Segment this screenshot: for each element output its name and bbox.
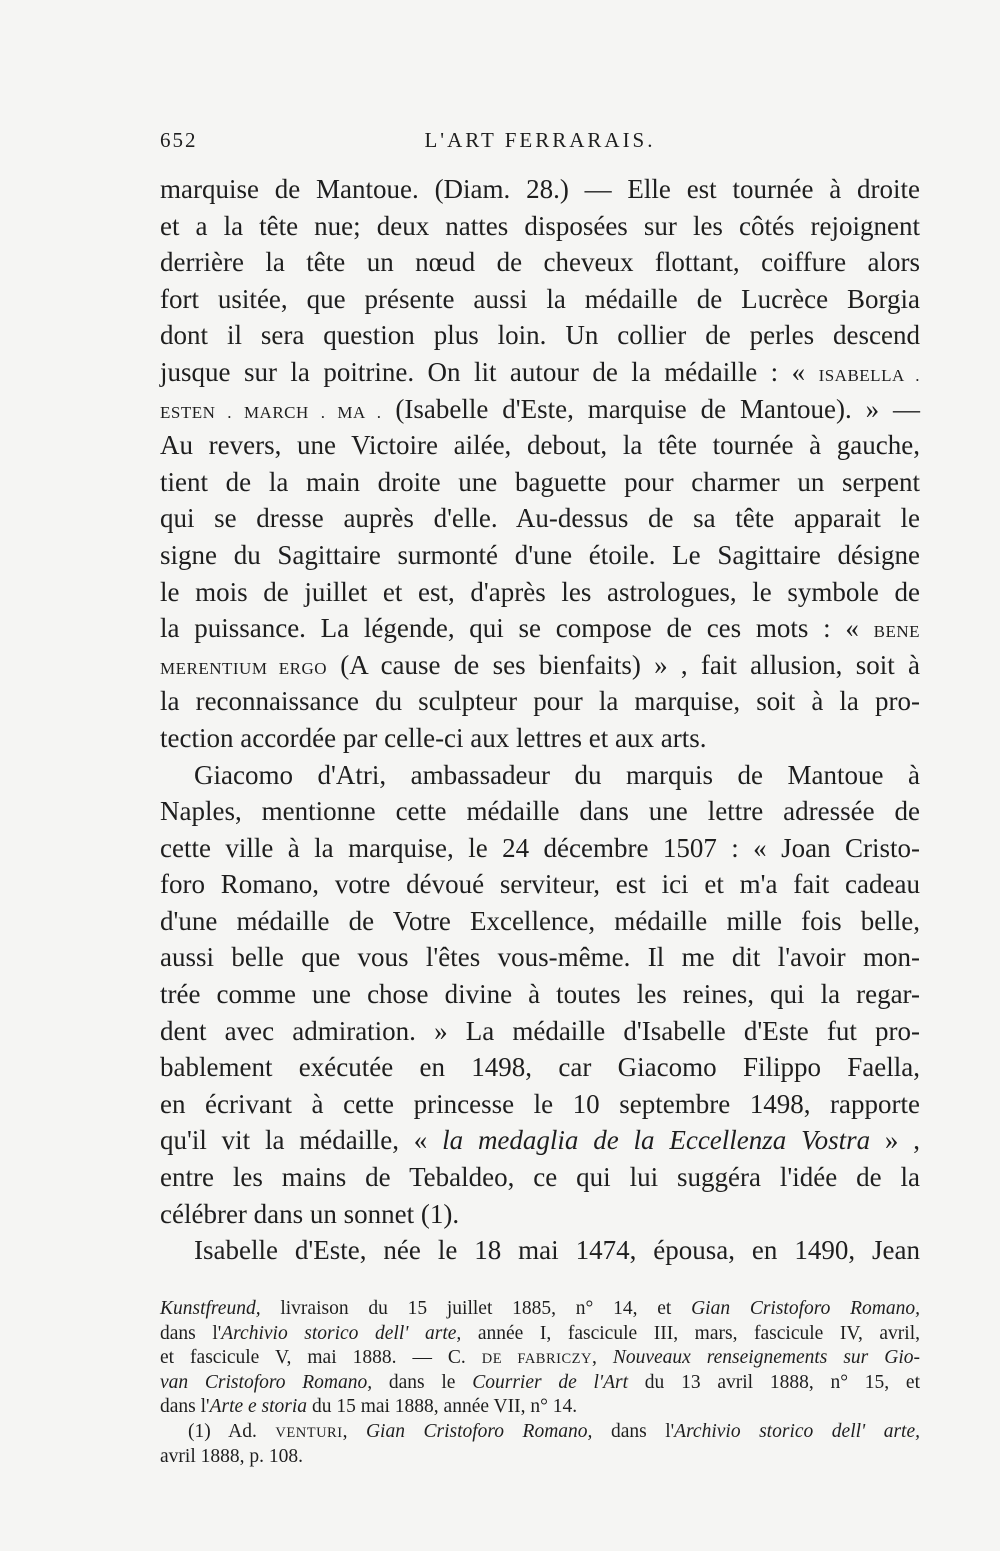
medal-legend: BENE — [873, 622, 920, 642]
text-line: célébrer dans un sonnet (1). — [160, 1198, 460, 1229]
author-name: VENTURI — [275, 1424, 343, 1441]
text-line: Giacomo d'Atri, ambassadeur du marquis de Mantoue à — [194, 759, 920, 790]
footnote-line: avril 1888, p. 108. — [160, 1445, 303, 1467]
page-number: 652 — [160, 128, 198, 152]
footnote-run: dans l' — [160, 1322, 222, 1344]
footnote-line — [160, 1371, 920, 1396]
text-line: aussi belle que vous l'êtes vous-même. Il me dit l'avoir mon- — [160, 942, 920, 973]
page-header — [160, 128, 920, 158]
text-run: (A cause de ses bienfaits) » , fait allusion, soit à — [327, 649, 920, 680]
text-line: tection accordée par celle-ci aux lettres et aux arts. — [160, 722, 707, 753]
text-line: cette ville à la marquise, le 24 décembre 1507 : « Joan Cristo- — [160, 832, 920, 863]
footnote-line — [160, 1297, 920, 1322]
text-line: Naples, mentionne cette médaille dans une lettre adressée de — [160, 796, 920, 827]
text-run: la puissance. La légende, qui se compose de ces mots : « — [160, 613, 874, 644]
medal-inscription: ESTEN . MARCH . MA . — [160, 402, 382, 422]
footnote-italic: Arte e storia — [209, 1396, 308, 1418]
text-run: (Isabelle d'Este, marquise de Mantoue). » — — [381, 393, 921, 424]
text-line: foro Romano, votre dévoué serviteur, est ici et m'a fait cadeau — [160, 869, 920, 900]
text-line — [160, 391, 920, 428]
body-text — [160, 171, 920, 1269]
footnote-run: et fascicule V, mai 1888. — C. — [160, 1347, 482, 1369]
footnote-run: du 15 mai 1888, année VII, n° 14. — [307, 1396, 578, 1418]
text-line — [160, 610, 920, 647]
footnote-italic: Nouveaux renseignements sur Gio- — [612, 1347, 920, 1369]
footnote-run: , — [342, 1420, 366, 1442]
footnote-run: , — [591, 1347, 613, 1369]
medal-legend: MERENTIUM ERGO — [160, 658, 327, 678]
footnote-italic: Archivio storico dell' arte, — [674, 1420, 921, 1442]
text-line: la reconnaissance du sculpteur pour la marquise, soit à la pro- — [160, 686, 920, 717]
italic-quote: la medaglia de la Eccellenza Vostra — [442, 1125, 871, 1156]
footnotes — [160, 1297, 920, 1469]
footnote-line — [160, 1420, 920, 1445]
footnote-run: du 13 avril 1888, n° 15, et — [628, 1371, 920, 1393]
text-line: d'une médaille de Votre Excellence, médaille mille fois belle, — [160, 905, 920, 936]
footnote-run: livraison du 15 juillet 1885, n° 14, et — [260, 1298, 692, 1319]
text-line: bablement exécutée en 1498, car Giacomo Filippo Faella, — [160, 1052, 920, 1083]
text-line: marquise de Mantoue. (Diam. 28.) — Elle est tournée à droite — [160, 174, 920, 204]
text-line: et a la tête nue; deux nattes disposées sur les côtés rejoignent — [160, 210, 920, 241]
text-line: Au revers, une Victoire ailée, debout, la tête tournée à gauche, — [160, 430, 920, 461]
text-line: derrière la tête un nœud de cheveux flottant, coiffure alors — [160, 247, 920, 278]
text-run: » , — [870, 1125, 920, 1156]
text-line: signe du Sagittaire surmonté d'une étoile. Le Sagittaire désigne — [160, 539, 920, 570]
text-line: dont il sera question plus loin. Un collier de perles descend — [160, 320, 920, 351]
footnote-line — [160, 1346, 920, 1371]
text-line: qui se dresse auprès d'elle. Au-dessus de sa tête apparait le — [160, 503, 920, 534]
footnote-italic: Archivio storico dell' arte, — [221, 1322, 462, 1344]
author-name: DE FABRICZY — [481, 1351, 592, 1368]
text-line: entre les mains de Tebaldeo, ce qui lui suggéra l'idée de la — [160, 1162, 920, 1193]
footnote-italic: Gian Cristoforo Romano, — [365, 1420, 593, 1442]
footnote-italic: Courrier de l'Art — [472, 1371, 629, 1393]
text-run: qu'il vit la médaille, « — [160, 1125, 443, 1156]
footnote-line — [160, 1322, 920, 1347]
footnote-run: dans l' — [592, 1420, 675, 1442]
text-line: le mois de juillet et est, d'après les astrologues, le symbole de — [160, 576, 920, 607]
text-line: fort usitée, que présente aussi la médaille de Lucrèce Borgia — [160, 283, 920, 314]
footnote-line — [160, 1395, 920, 1420]
footnote-italic: Gian Cristoforo Romano, — [691, 1298, 921, 1319]
text-line: trée comme une chose divine à toutes les reines, qui la regar- — [160, 979, 920, 1010]
medal-inscription: ISABELLA . — [818, 365, 920, 385]
text-line: en écrivant à cette princesse le 10 septembre 1498, rapporte — [160, 1088, 920, 1119]
text-line: Isabelle d'Este, née le 18 mai 1474, épousa, en 1490, Jean — [194, 1235, 920, 1266]
footnote-run: dans l' — [160, 1396, 210, 1418]
footnote-run: dans le — [372, 1371, 473, 1393]
text-line — [160, 647, 920, 684]
running-title: L'ART FERRARAIS. — [424, 128, 656, 152]
text-line: tient de la main droite une baguette pour charmer un serpent — [160, 466, 920, 497]
footnote-run: année I, fascicule III, mars, fascicule IV, avril, — [461, 1322, 921, 1344]
footnote-run: (1) Ad. — [188, 1420, 276, 1442]
text-line — [160, 354, 920, 391]
text-line — [160, 1122, 920, 1159]
text-run: jusque sur la poitrine. On lit autour de la médaille : « — [160, 356, 819, 387]
footnote-italic: van Cristoforo Romano, — [160, 1371, 373, 1393]
text-line: dent avec admiration. » La médaille d'Isabelle d'Este fut pro- — [160, 1015, 920, 1046]
footnote-italic: Kunstfreund, — [160, 1298, 261, 1319]
